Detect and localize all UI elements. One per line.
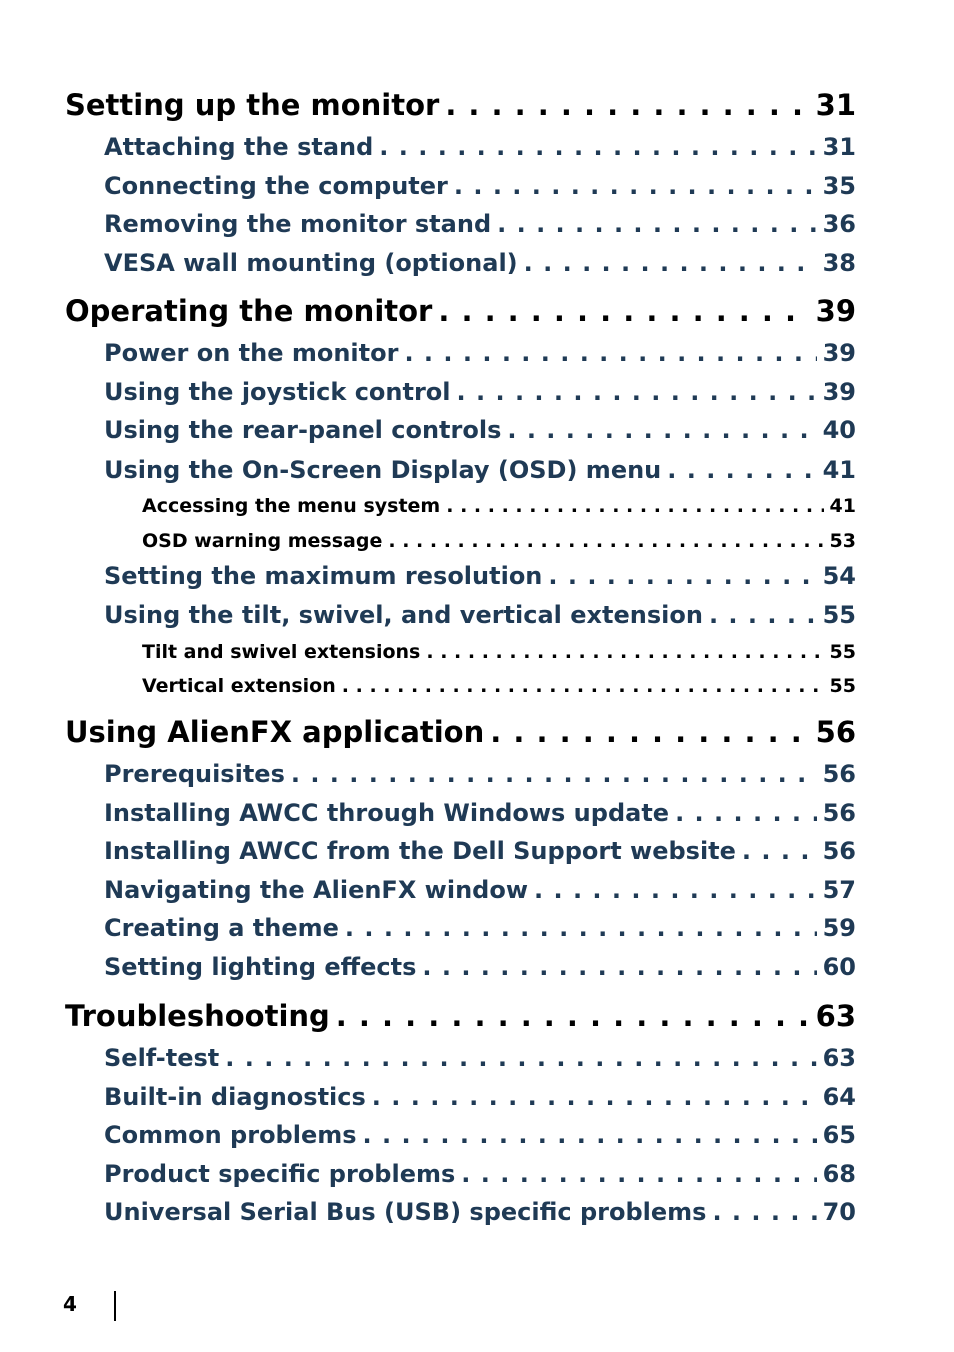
toc-entry-level-2[interactable] [104,172,856,200]
footer-divider [114,1291,116,1321]
toc-entry-level-3[interactable] [142,495,856,517]
toc-entry-page: 70 [822,1198,856,1226]
toc-entry-level-2[interactable] [104,601,856,629]
toc-entry-page: 64 [822,1083,856,1111]
toc-dot-leader [524,249,817,277]
toc-entry-page: 40 [822,416,856,444]
toc-entry-page: 55 [829,675,856,697]
toc-entry-title: Removing the monitor stand [104,210,492,238]
toc-dot-leader [457,378,817,406]
toc-entry-title: Using the rear-panel controls [104,416,502,444]
toc-entry-title: Using the On-Screen Display (OSD) menu [104,456,662,484]
toc-entry-level-3[interactable] [142,641,856,663]
toc-entry-page: 55 [822,601,856,629]
toc-dot-leader [388,530,823,552]
toc-entry-level-2[interactable] [104,914,856,942]
toc-entry-level-2[interactable] [104,799,856,827]
toc-entry-title: Operating the monitor [65,294,433,328]
toc-entry-level-2[interactable] [104,1160,856,1188]
toc-entry-level-1[interactable] [65,999,856,1033]
toc-entry-title: Connecting the computer [104,172,448,200]
toc-dot-leader [345,914,817,942]
toc-entry-level-3[interactable] [142,530,856,552]
toc-dot-leader [379,133,816,161]
toc-entry-title: Power on the monitor [104,339,399,367]
toc-entry-title: Universal Serial Bus (USB) specific problems [104,1198,707,1226]
toc-dot-leader [548,562,816,590]
toc-entry-page: 68 [822,1160,856,1188]
toc-entry-level-1[interactable] [65,88,856,122]
toc-dot-leader [675,799,817,827]
toc-entry-page: 31 [815,88,856,122]
toc-entry-page: 38 [822,249,856,277]
toc-entry-title: Attaching the stand [104,133,374,161]
toc-entry-level-2[interactable] [104,760,856,788]
toc-entry-level-1[interactable] [65,294,856,328]
toc-entry-title: Built-in diagnostics [104,1083,366,1111]
toc-entry-title: Setting up the monitor [65,88,440,122]
toc-entry-page: 63 [822,1044,856,1072]
toc-dot-leader [742,837,817,865]
toc-dot-leader [372,1083,817,1111]
toc-entry-page: 39 [815,294,856,328]
toc-entry-title: Tilt and swivel extensions [142,641,421,663]
toc-entry-level-2[interactable] [104,1044,856,1072]
toc-entry-page: 65 [822,1121,856,1149]
toc-entry-title: Creating a theme [104,914,339,942]
toc-entry-level-2[interactable] [104,1198,856,1226]
toc-entry-title: Using the joystick control [104,378,451,406]
toc-entry-level-2[interactable] [104,876,856,904]
toc-entry-level-2[interactable] [104,210,856,238]
toc-entry-title: Vertical extension [142,675,336,697]
toc-dot-leader [225,1044,816,1072]
toc-dot-leader [454,172,817,200]
toc-dot-leader [422,953,816,981]
toc-entry-title: Troubleshooting [65,999,330,1033]
toc-dot-leader [534,876,817,904]
toc-entry-level-2[interactable] [104,416,856,444]
toc-entry-page: 36 [822,210,856,238]
toc-entry-page: 63 [815,999,856,1033]
toc-entry-page: 56 [822,799,856,827]
toc-entry-title: Setting lighting effects [104,953,417,981]
toc-dot-leader [363,1121,817,1149]
toc-dot-leader [291,760,817,788]
toc-dot-leader [507,416,816,444]
toc-dot-leader [461,1160,816,1188]
toc-entry-level-2[interactable] [104,456,856,484]
toc-entry-title: Common problems [104,1121,357,1149]
toc-entry-title: Using the tilt, swivel, and vertical extension [104,601,703,629]
toc-entry-title: Installing AWCC from the Dell Support website [104,837,736,865]
toc-entry-page: 56 [822,837,856,865]
toc-entry-level-2[interactable] [104,1121,856,1149]
toc-entry-level-3[interactable] [142,675,856,697]
toc-dot-leader [712,1198,816,1226]
toc-entry-page: 55 [829,641,856,663]
toc-entry-title: VESA wall mounting (optional) [104,249,518,277]
toc-dot-leader [445,88,809,122]
toc-entry-title: Setting the maximum resolution [104,562,543,590]
toc-dot-leader [336,999,810,1033]
toc-dot-leader [446,495,823,517]
toc-entry-page: 39 [822,339,856,367]
toc-entry-title: OSD warning message [142,530,383,552]
toc-dot-leader [490,715,809,749]
toc-entry-page: 59 [822,914,856,942]
toc-dot-leader [709,601,817,629]
toc-entry-title: Using AlienFX application [65,715,485,749]
toc-entry-level-1[interactable] [65,715,856,749]
toc-entry-page: 39 [822,378,856,406]
toc-entry-title: Accessing the menu system [142,495,441,517]
toc-entry-page: 31 [822,133,856,161]
toc-dot-leader [438,294,809,328]
toc-entry-title: Navigating the AlienFX window [104,876,529,904]
toc-dot-leader [404,339,816,367]
toc-entry-page: 35 [822,172,856,200]
toc-entry-page: 57 [822,876,856,904]
toc-entry-level-2[interactable] [104,249,856,277]
toc-entry-page: 53 [829,530,856,552]
toc-entry-page: 41 [829,495,856,517]
toc-entry-title: Installing AWCC through Windows update [104,799,670,827]
toc-entry-level-2[interactable] [104,1083,856,1111]
footer-page-number: 4 [63,1292,77,1316]
toc-entry-title: Self-test [104,1044,220,1072]
toc-entry-level-2[interactable] [104,837,856,865]
toc-dot-leader [342,675,824,697]
toc-entry-level-2[interactable] [104,133,856,161]
toc-dot-leader [497,210,816,238]
toc-entry-level-2[interactable] [104,953,856,981]
toc-entry-title: Prerequisites [104,760,285,788]
toc-entry-page: 41 [822,456,856,484]
toc-entry-level-2[interactable] [104,562,856,590]
toc-entry-page: 56 [822,760,856,788]
toc-dot-leader [667,456,816,484]
toc-dot-leader [426,641,823,663]
toc-entry-page: 56 [815,715,856,749]
toc-entry-title: Product specific problems [104,1160,456,1188]
toc-entry-page: 54 [822,562,856,590]
toc-entry-page: 60 [822,953,856,981]
toc-entry-level-2[interactable] [104,339,856,367]
toc-entry-level-2[interactable] [104,378,856,406]
